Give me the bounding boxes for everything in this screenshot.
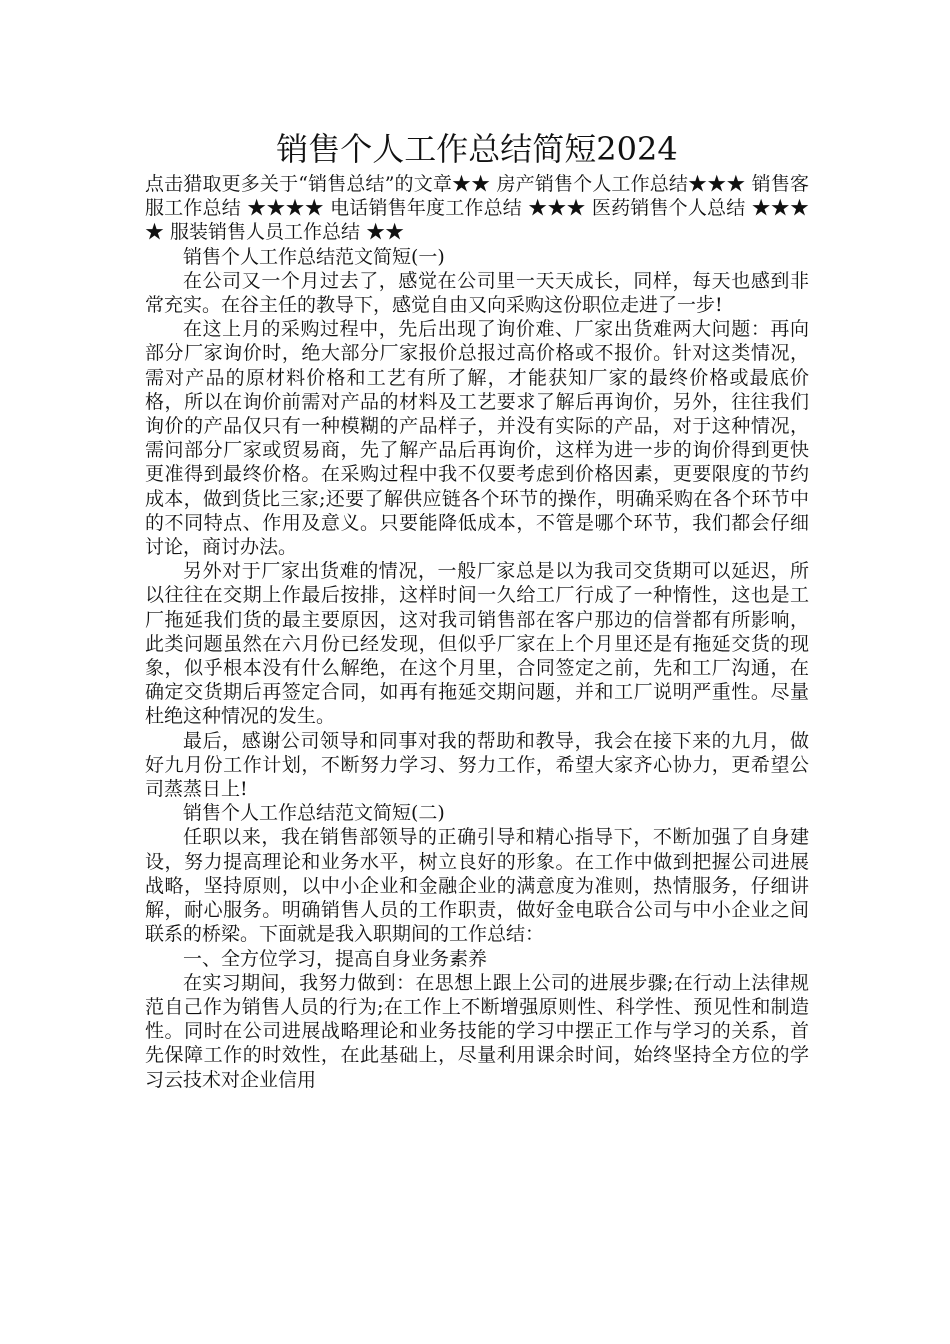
paragraph: 在实习期间，我努力做到：在思想上跟上公司的进展步骤;在行动上法律规范自己作为销售人员的行为;在工作上不断增强原则性、科学性、预见性和制造性。同时在公司进展战略理论和业务技能的学习中摆正工作与学习的关系，首先保障工作的时效性，在此基础上，尽量利用课余时间，始终坚持全方位的学习云技术对企业信用 [145, 971, 809, 1091]
paragraph: 最后，感谢公司领导和同事对我的帮助和教导，我会在接下来的九月，做好九月份工作计划，不断努力学习、努力工作，希望大家齐心协力，更希望公司蒸蒸日上! [145, 729, 809, 801]
related-articles-text[interactable]: 点击猎取更多关于“销售总结”的文章★★ 房产销售个人工作总结★★★ 销售客服工作总结 ★★★★ 电话销售年度工作总结 ★★★ 医药销售个人总结 ★★★★ 服装销售人员工作总结 ★★ [145, 173, 809, 244]
section-heading: 销售个人工作总结范文简短(一) [183, 245, 445, 268]
related-articles-link[interactable] [145, 172, 809, 245]
section-heading: 一、全方位学习，提高自身业务素养 [183, 947, 488, 970]
document-page [145, 128, 809, 1092]
paragraph: 在这上月的采购过程中，先后出现了询价难、厂家出货难两大问题：再向部分厂家询价时，绝大部分厂家报价总报过高价格或不报价。针对这类情况，需对产品的原材料价格和工艺有所了解，才能获知厂家的最终价格或最底价格，所以在询价前需对产品的材料及工艺要求了解后再询价，另外，往往我们询价的产品仅只有一种模糊的产品样子，并没有实际的产品，对于这种情况，需问部分厂家或贸易商，先了解产品后再询价，这样为进一步的询价得到更快更准得到最终价格。在采购过程中我不仅要考虑到价格因素，更要限度的节约成本，做到货比三家;还要了解供应链各个环节的操作，明确采购在各个环节中的不同特点、作用及意义。只要能降低成本，不管是哪个环节，我们都会仔细讨论，商讨办法。 [145, 318, 809, 559]
paragraph: 任职以来，我在销售部领导的正确引导和精心指导下，不断加强了自身建设，努力提高理论和业务水平，树立良好的形象。在工作中做到把握公司进展战略，坚持原则，以中小企业和金融企业的满意度为准则，热情服务，仔细讲解，耐心服务。明确销售人员的工作职责，做好金电联合公司与中小企业之间联系的桥梁。下面就是我入职期间的工作总结： [145, 826, 809, 946]
document-title: 销售个人工作总结简短2024 [276, 130, 678, 168]
section-heading: 销售个人工作总结范文简短(二) [183, 802, 445, 825]
paragraph: 在公司又一个月过去了，感觉在公司里一天天成长，同样，每天也感到非常充实。在谷主任的教导下，感觉自由又向采购这份职位走进了一步! [145, 269, 809, 317]
document-body [145, 245, 809, 1092]
paragraph: 另外对于厂家出货难的情况，一般厂家总是以为我司交货期可以延迟，所以往往在交期上作最后按排，这样时间一久给工厂行成了一种惰性，这也是工厂拖延我们货的最主要原因，这对我司销售部在客户那边的信誉都有所影响，此类问题虽然在六月份已经发现，但似乎厂家在上个月里还是有拖延交货的现象，似乎根本没有什么解绝，在这个月里，合同签定之前，先和工厂沟通，在确定交货期后再签定合同，如再有拖延交期问题，并和工厂说明严重性。尽量杜绝这种情况的发生。 [145, 560, 809, 728]
